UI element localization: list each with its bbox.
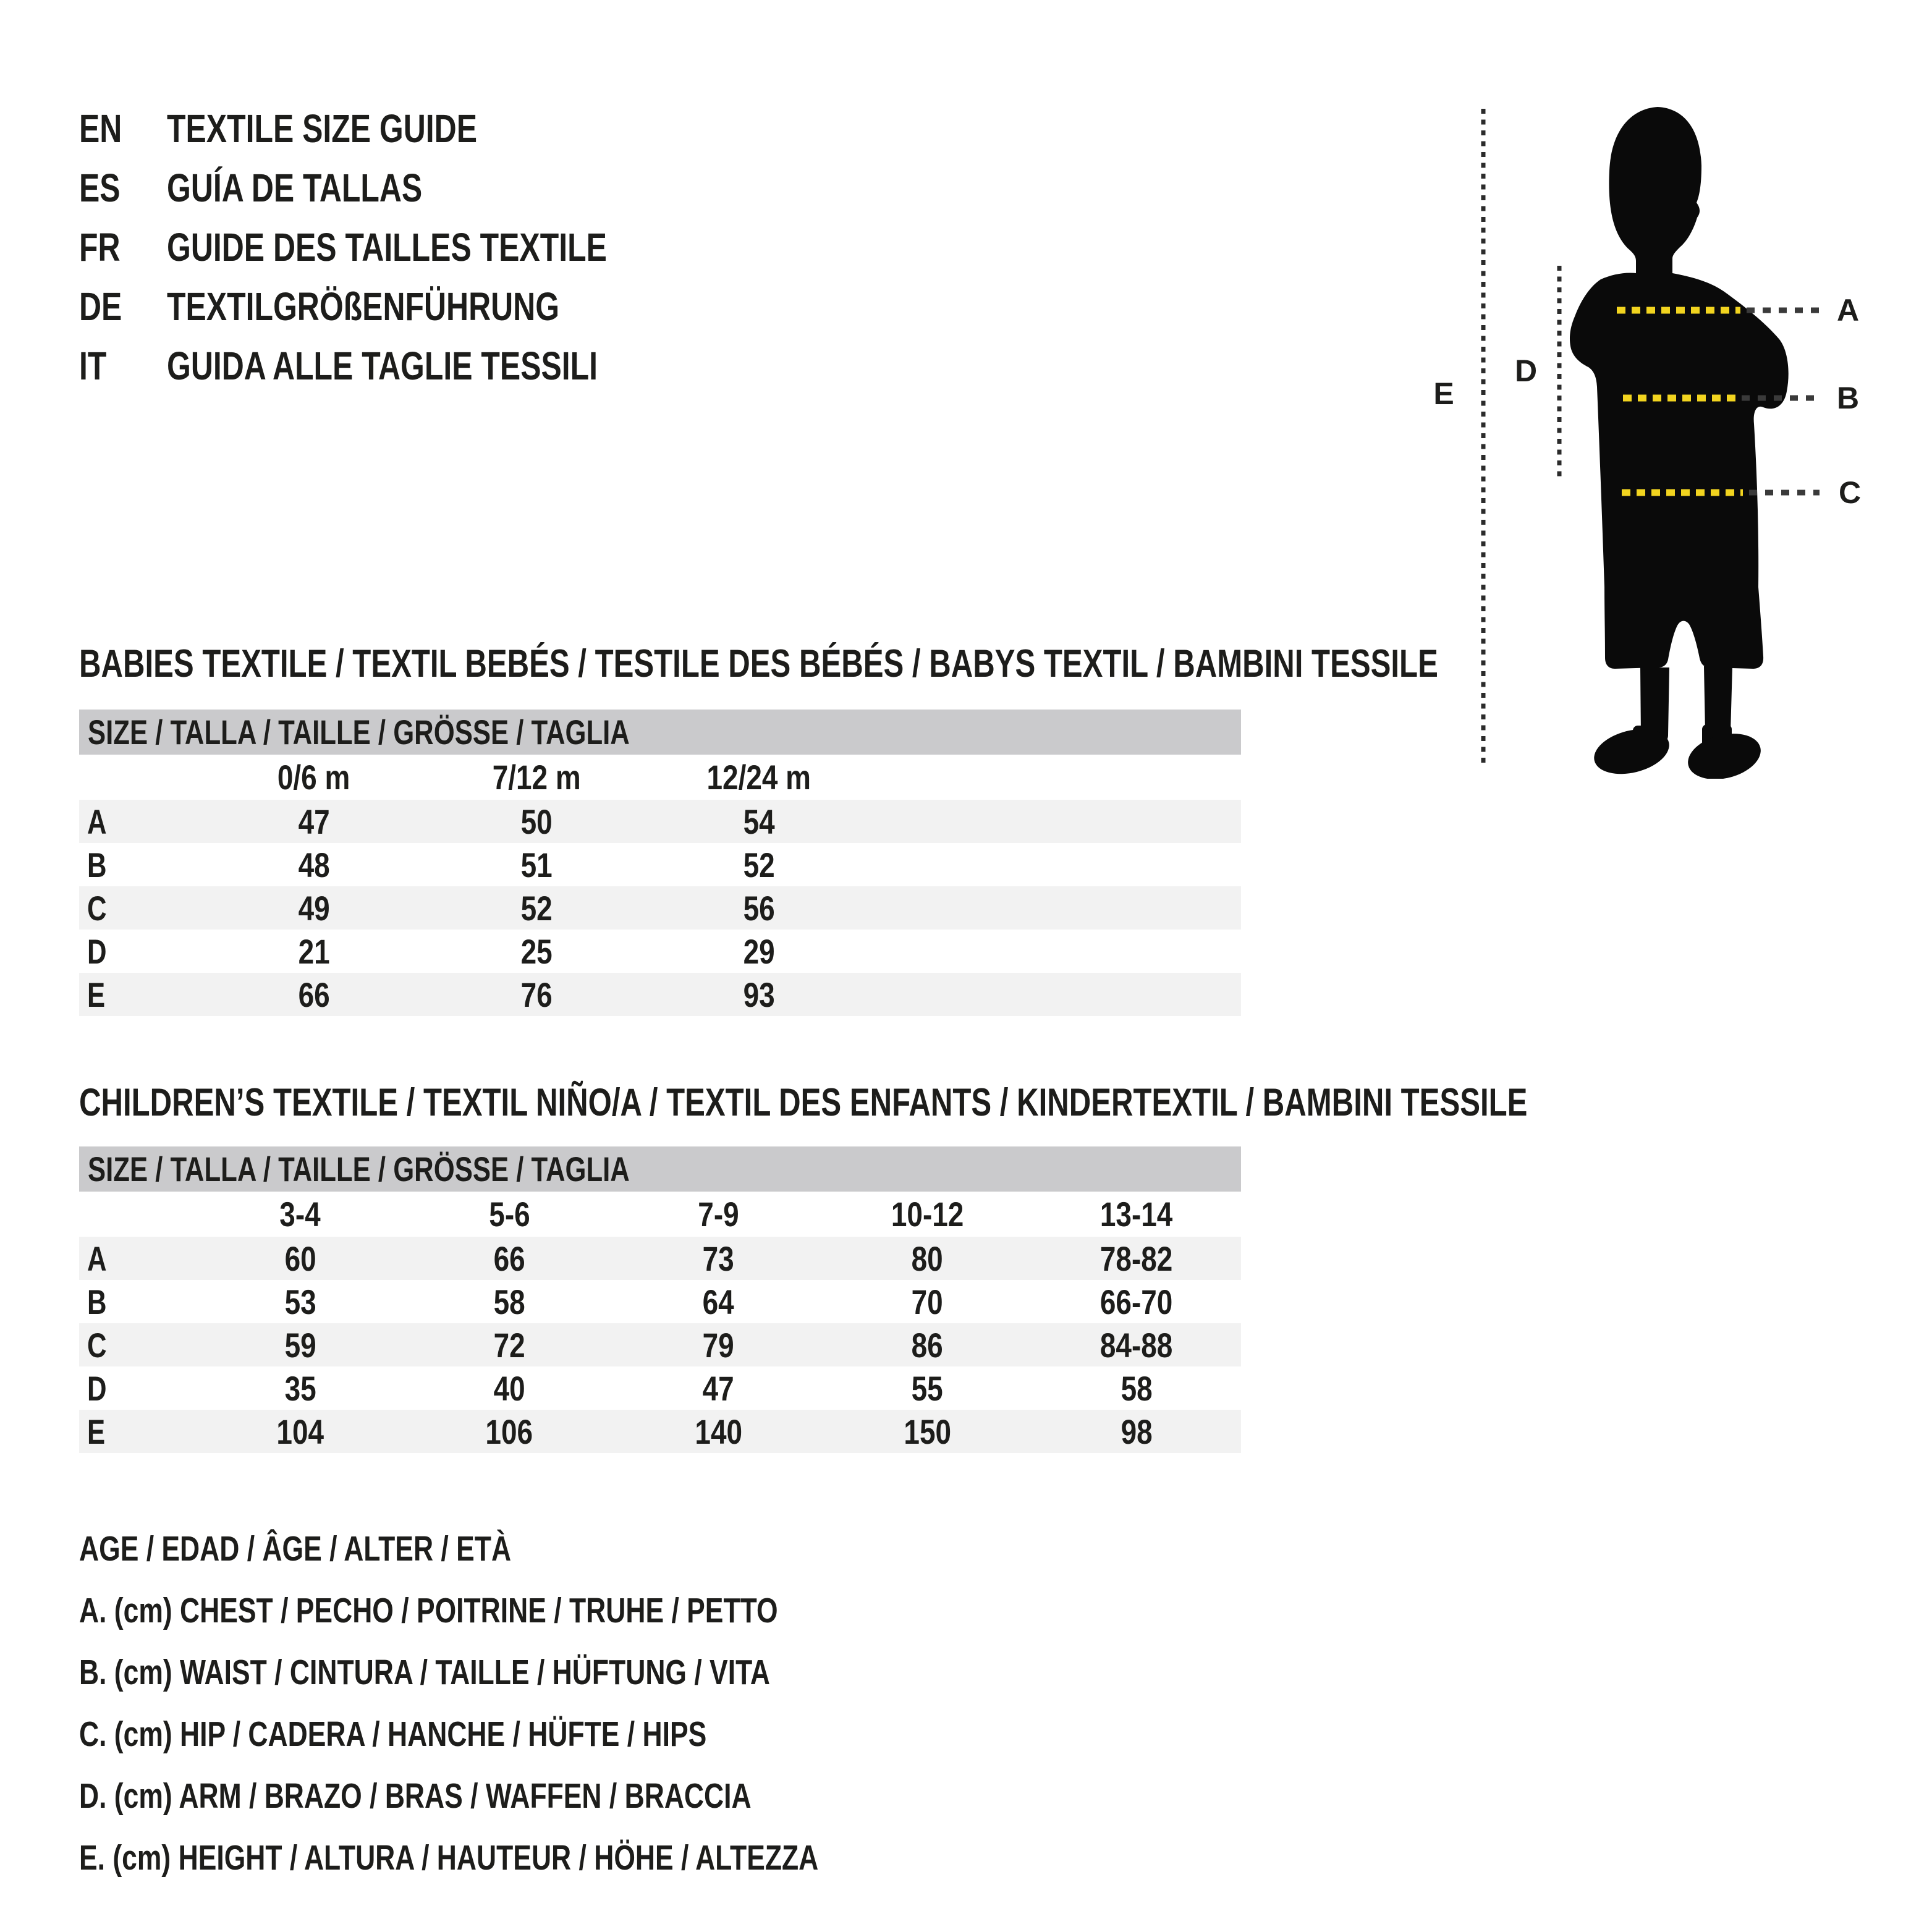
children-col-5-6: 5-6 — [488, 1195, 530, 1234]
figure-label-a: A — [1836, 293, 1860, 328]
figure-label-e: E — [1433, 376, 1454, 411]
legend-waist: B. (cm) WAIST / CINTURA / TAILLE / HÜFTUNG / VITA — [79, 1653, 771, 1692]
table-row: D 35 40 47 55 58 — [87, 1368, 1153, 1408]
babies-col-0-6m: 0/6 m — [278, 758, 350, 797]
children-col-3-4: 3-4 — [279, 1195, 321, 1234]
children-size-header-bar: SIZE / TALLA / TAILLE / GRÖSSE / TAGLIA — [79, 1146, 1241, 1192]
lang-row-de — [79, 277, 731, 336]
language-title-block — [79, 99, 731, 396]
lang-title-fr: GUIDE DES TAILLES TEXTILE — [167, 225, 607, 269]
children-col-13-14: 13-14 — [1100, 1195, 1173, 1234]
figure-label-b: B — [1836, 381, 1860, 415]
table-row: A 60 66 73 80 78-82 — [79, 1237, 1241, 1280]
legend-chest: A. (cm) CHEST / PECHO / POITRINE / TRUHE / PETTO — [79, 1591, 778, 1630]
lang-title-de: TEXTILGRÖßENFÜHRUNG — [167, 284, 560, 329]
table-row: A 47 50 54 — [79, 800, 1241, 843]
lang-code-it: IT — [79, 344, 107, 388]
lang-title-it: GUIDA ALLE TAGLIE TESSILI — [167, 344, 598, 388]
babies-col-7-12m: 7/12 m — [492, 758, 581, 797]
legend-age: AGE / EDAD / ÂGE / ALTER / ETÀ — [79, 1529, 512, 1569]
lang-title-es: GUÍA DE TALLAS — [167, 166, 423, 210]
table-row: B 53 58 64 70 66-70 — [87, 1282, 1173, 1321]
legend-hip: C. (cm) HIP / CADERA / HANCHE / HÜFTE / HIPS — [79, 1714, 707, 1754]
babies-size-table — [79, 710, 1241, 1016]
lang-code-de: DE — [79, 284, 122, 329]
lang-row-es — [79, 158, 731, 218]
children-column-header-row — [79, 1192, 1241, 1237]
lang-row-it — [79, 336, 731, 396]
babies-section-heading: BABIES TEXTILE / TEXTIL BEBÉS / TESTILE DES BÉBÉS / BABYS TEXTIL / BAMBINI TESSILE — [79, 642, 1438, 685]
babies-column-header-row — [79, 755, 1241, 800]
lang-title-en: TEXTILE SIZE GUIDE — [167, 106, 478, 151]
table-row: C 59 72 79 86 84-88 — [79, 1323, 1241, 1366]
table-row: E 66 76 93 — [79, 973, 1241, 1016]
table-row: C 49 52 56 — [79, 886, 1241, 930]
children-col-7-9: 7-9 — [698, 1195, 739, 1234]
lang-row-en — [79, 99, 731, 158]
babies-col-12-24m: 12/24 m — [706, 758, 811, 797]
table-row: B 48 51 52 — [87, 845, 775, 884]
lang-code-fr: FR — [79, 225, 121, 269]
table-row: E 104 106 140 150 98 — [79, 1410, 1241, 1453]
figure-label-c: C — [1838, 475, 1862, 510]
babies-size-header-bar: SIZE / TALLA / TAILLE / GRÖSSE / TAGLIA — [79, 710, 1241, 755]
legend-height: E. (cm) HEIGHT / ALTURA / HAUTEUR / HÖHE / ALTEZZA — [79, 1838, 819, 1878]
children-size-table — [79, 1146, 1241, 1453]
lang-row-fr — [79, 218, 731, 277]
children-section-heading: CHILDREN’S TEXTILE / TEXTIL NIÑO/A / TEXTIL DES ENFANTS / KINDERTEXTIL / BAMBINI TESSILE — [79, 1081, 1528, 1124]
measurement-legend — [79, 1518, 1027, 1889]
lang-code-en: EN — [79, 106, 122, 151]
figure-label-d: D — [1514, 354, 1538, 388]
table-row: D 21 25 29 — [87, 931, 775, 971]
legend-arm: D. (cm) ARM / BRAZO / BRAS / WAFFEN / BRACCIA — [79, 1776, 752, 1816]
children-col-10-12: 10-12 — [891, 1195, 964, 1234]
lang-code-es: ES — [79, 166, 121, 210]
